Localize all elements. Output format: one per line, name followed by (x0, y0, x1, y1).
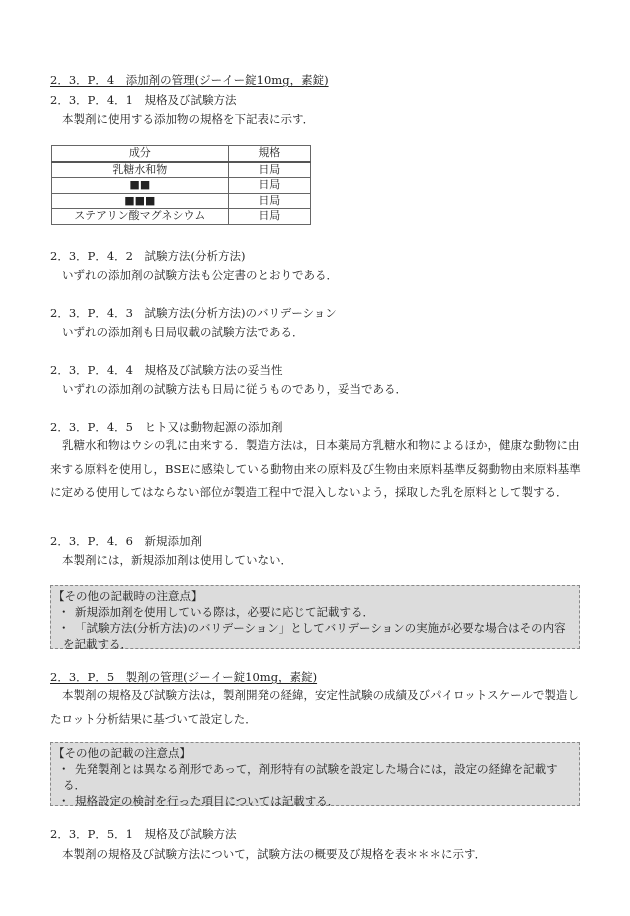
bullet-icon: ・ (58, 794, 70, 808)
note-item (53, 604, 577, 620)
section-text-p5 (50, 684, 582, 731)
table-cell-component: 乳糖水和物 (52, 162, 229, 178)
table-header-standard: 規格 (228, 146, 310, 162)
section-heading-p4: 2．3．P．4 添加剤の管理(ジーイー錠10mg，素錠) (50, 73, 329, 87)
note-title: 【その他の記載の注意点】 (53, 746, 191, 760)
note-box-product (50, 742, 580, 806)
table-row (52, 162, 311, 178)
table-row (52, 178, 311, 194)
note-item-text: 規格設定の検討を行った項目については記載する． (75, 794, 340, 808)
section-text-p5-1: 本製剤の規格及び試験方法について，試験方法の概要及び規格を表＊＊＊に示す． (62, 847, 487, 861)
section-heading-p4-1: 2．3．P．4．1 規格及び試験方法 (50, 93, 237, 107)
section-heading-p4-3: 2．3．P．4．3 試験方法(分析方法)のバリデーション (50, 306, 337, 320)
table-cell-standard: 日局 (228, 162, 310, 178)
bullet-icon: ・ (58, 605, 70, 619)
bullet-icon: ・ (58, 621, 70, 635)
excipient-spec-table (51, 145, 311, 225)
note-item (53, 793, 577, 809)
section-text-p4-6: 本製剤には，新規添加剤は使用していない． (62, 553, 292, 567)
section-heading-p5-1: 2．3．P．5．1 規格及び試験方法 (50, 827, 237, 841)
table-header-row (52, 146, 311, 162)
table-cell-component: ステアリン酸マグネシウム (52, 209, 229, 225)
note-item-text: 「試験方法(分析方法)のバリデーション」としてバリデーションの実施が必要な場合はその内容を記載する． (63, 621, 566, 651)
section-text-p4-5-body: 乳糖水和物はウシの乳に由来する．製造方法は，日本薬局方乳糖水和物によるほか，健康な動物に由来する原料を使用し，BSEに感染している動物由来の原料及び生物由来原料基準反芻動物由来原料基準に定める使用してはならない部位が製造工程中で混入しないよう，採取した乳を原料として製する． (50, 438, 581, 499)
section-text-p5-body: 本製剤の規格及び試験方法は，製剤開発の経緯，安定性試験の成績及びパイロットスケールで製造したロット分析結果に基づいて設定した． (50, 688, 579, 726)
section-text-p4-2: いずれの添加剤の試験方法も公定書のとおりである． (62, 268, 338, 282)
section-heading-p4-6: 2．3．P．4．6 新規添加剤 (50, 534, 203, 548)
table-row (52, 209, 311, 225)
bullet-icon: ・ (58, 762, 70, 776)
note-item (53, 620, 577, 652)
section-heading-p5: 2．3．P．5 製剤の管理(ジーイー錠10mg，素錠) (50, 670, 318, 684)
table-cell-standard: 日局 (228, 193, 310, 209)
table-cell-standard: 日局 (228, 209, 310, 225)
note-box-excipient (50, 585, 580, 649)
table-row (52, 193, 311, 209)
note-item-text: 新規添加剤を使用している際は，必要に応じて記載する． (75, 605, 374, 619)
section-text-p4-5 (50, 434, 582, 505)
note-item (53, 761, 577, 793)
table-cell-standard: 日局 (228, 178, 310, 194)
table-cell-component: ■■■ (52, 193, 229, 209)
note-item-text: 先発製剤とは異なる剤形であって，剤形特有の試験を設定した場合には，設定の経緯を記載する． (63, 762, 558, 792)
section-text-p4-4: いずれの添加剤の試験方法も日局に従うものであり，妥当である． (62, 382, 407, 396)
section-heading-p4-4: 2．3．P．4．4 規格及び試験方法の妥当性 (50, 363, 283, 377)
section-text-p4-1: 本製剤に使用する添加物の規格を下記表に示す． (62, 112, 315, 126)
table-cell-component: ■■ (52, 178, 229, 194)
note-title: 【その他の記載時の注意点】 (53, 589, 203, 603)
section-heading-p4-2: 2．3．P．4．2 試験方法(分析方法) (50, 249, 246, 263)
section-text-p4-3: いずれの添加剤も日局収載の試験方法である． (62, 325, 304, 339)
table-header-component: 成分 (52, 146, 229, 162)
section-heading-p4-5: 2．3．P．4．5 ヒト又は動物起源の添加剤 (50, 420, 283, 434)
